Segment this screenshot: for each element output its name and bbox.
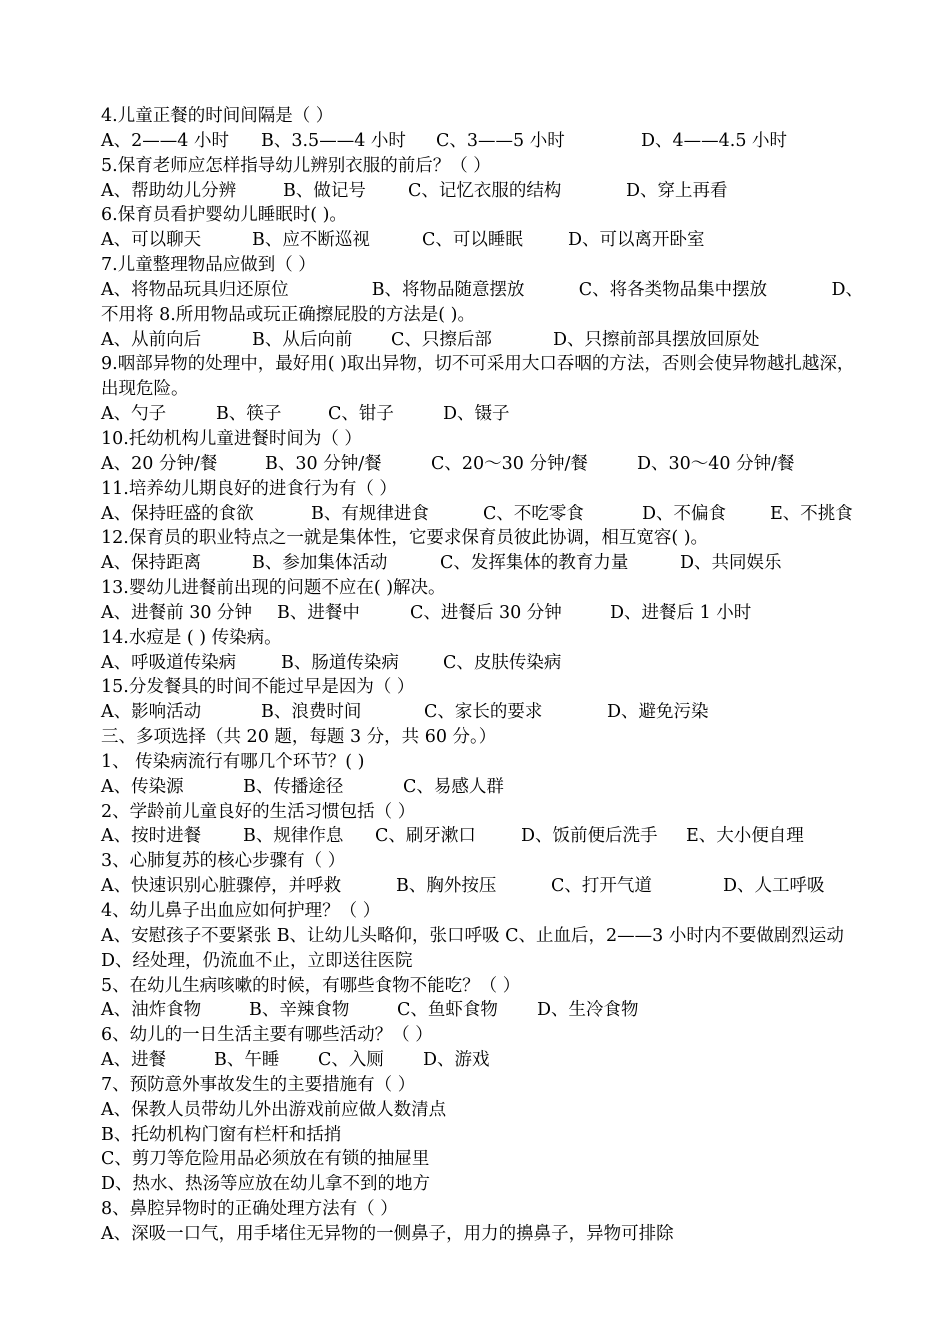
option-b: B、午睡 — [214, 1050, 280, 1071]
option-a: A、进餐前 30 分钟 — [101, 602, 253, 623]
option-a: A、帮助幼儿分辨 — [101, 180, 237, 201]
option-a: A、保持旺盛的食欲 — [101, 503, 254, 524]
option-c: C、发挥集体的教育力量 — [440, 553, 629, 574]
option-c: C、剪刀等危险用品必须放在有锁的抽屉里 — [101, 1149, 430, 1170]
question-15: 15.分发餐具的时间不能过早是因为（ ） — [101, 677, 415, 698]
question-12: 12.保育员的职业特点之一就是集体性，它要求保育员彼此协调，相互宽容( )。 — [101, 528, 709, 549]
option-a: A、将物品玩具归还原位 — [101, 279, 289, 300]
option-a: A、呼吸道传染病 — [101, 652, 237, 673]
option-d: D、生冷食物 — [537, 1000, 639, 1021]
option-b: B、胸外按压 — [396, 876, 497, 897]
option-a: A、进餐 — [101, 1050, 167, 1071]
option-a: A、2——4 小时 — [101, 130, 229, 151]
option-c: C、刷牙漱口 — [375, 826, 476, 847]
question-5: 5.保育老师应怎样指导幼儿辨别衣服的前后？（ ） — [101, 155, 491, 176]
option-c: C、不吃零食 — [483, 503, 584, 524]
option-e: E、不挑食 — [770, 503, 853, 524]
option-b: B、辛辣食物 — [249, 1000, 350, 1021]
option-d: D、穿上再看 — [626, 180, 728, 201]
option-a: A、可以聊天 — [101, 230, 202, 251]
mc-question-6: 6、幼儿的一日生活主要有哪些活动？（ ） — [101, 1025, 433, 1046]
options-q8 — [101, 328, 863, 353]
options-q10 — [101, 452, 863, 477]
question-6: 6.保育员看护婴幼儿睡眠时( )。 — [101, 205, 347, 226]
exam-content — [101, 104, 863, 1247]
option-c: C、可以睡眠 — [422, 230, 523, 251]
question-8: 不用将 8.所用物品或玩正确擦屁股的方法是( )。 — [101, 304, 475, 325]
options-q4 — [101, 129, 863, 154]
option-d: D、避免污染 — [607, 702, 709, 723]
option-b: B、应不断巡视 — [252, 230, 370, 251]
option-c: C、家长的要求 — [424, 702, 543, 723]
option-a: A、传染源 — [101, 776, 184, 797]
question-10: 10.托幼机构儿童进餐时间为（ ） — [101, 428, 362, 449]
options-q7 — [101, 278, 863, 303]
options-q9 — [101, 402, 863, 427]
options-mc1 — [101, 775, 863, 800]
question-13: 13.婴幼儿进餐前出现的问题不应在( )解决。 — [101, 578, 446, 599]
option-a: A、油炸食物 — [101, 1000, 202, 1021]
options-mc5 — [101, 998, 863, 1023]
mc-question-7: 7、预防意外事故发生的主要措施有（ ） — [101, 1074, 416, 1095]
option-b: B、有规律进食 — [311, 503, 429, 524]
option-b: B、规律作息 — [243, 826, 344, 847]
mc-question-2: 2、学龄前儿童良好的生活习惯包括（ ） — [101, 801, 416, 822]
option-b: B、进餐中 — [277, 602, 360, 623]
option-c: C、皮肤传染病 — [443, 652, 562, 673]
option-d: D、 — [831, 279, 863, 300]
option-b: B、托幼机构门窗有栏杆和括捎 — [101, 1124, 342, 1145]
options-q6 — [101, 228, 863, 253]
options-q15 — [101, 700, 863, 725]
option-b: B、30 分钟/餐 — [265, 453, 382, 474]
option-d: D、游戏 — [423, 1050, 490, 1071]
mc-question-5: 5、在幼儿生病咳嗽的时候，有哪些食物不能吃？（ ） — [101, 975, 521, 996]
option-a: A、影响活动 — [101, 702, 202, 723]
option-d: D、不偏食 — [642, 503, 727, 524]
option-c: C、3——5 小时 — [436, 130, 565, 151]
option-c: C、入厕 — [318, 1050, 384, 1071]
option-a: A、快速识别心脏骤停，并呼救 — [101, 876, 342, 897]
option-b: B、肠道传染病 — [281, 652, 399, 673]
mc-question-3: 3、心肺复苏的核心步骤有（ ） — [101, 851, 346, 872]
option-c: C、易感人群 — [403, 776, 504, 797]
option-b: B、做记号 — [283, 180, 366, 201]
option-a: A、深吸一口气，用手堵住无异物的一侧鼻子，用力的擤鼻子，异物可排除 — [101, 1223, 674, 1244]
option-c: C、记忆衣服的结构 — [408, 180, 562, 201]
option-d: D、人工呼吸 — [723, 876, 825, 897]
options-q13 — [101, 601, 863, 626]
option-a: A、从前向后 — [101, 329, 202, 350]
option-d: D、4——4.5 小时 — [641, 130, 788, 151]
question-7: 7.儿童整理物品应做到（ ） — [101, 255, 316, 276]
option-a: A、保教人员带幼儿外出游戏前应做人数清点 — [101, 1099, 447, 1120]
option-c: C、鱼虾食物 — [397, 1000, 498, 1021]
options-mc6 — [101, 1048, 863, 1073]
option-a: A、保持距离 — [101, 553, 202, 574]
option-b: B、3.5——4 小时 — [261, 130, 406, 151]
option-c: C、只擦后部 — [391, 329, 492, 350]
option-c: C、打开气道 — [551, 876, 652, 897]
option-b: B、筷子 — [216, 404, 282, 425]
options-mc4: A、安慰孩子不要紧张 B、让幼儿头略仰，张口呼吸 C、止血后，2——3 小时内不要做剧烈运动 D、经处理，仍流血不止，立即送往医院 — [101, 925, 844, 971]
options-q5 — [101, 179, 863, 204]
option-b: B、将物品随意摆放 — [371, 279, 525, 300]
option-b: B、从后向前 — [252, 329, 353, 350]
options-mc3 — [101, 874, 863, 899]
option-d: D、共同娱乐 — [680, 553, 782, 574]
option-b: B、参加集体活动 — [252, 553, 388, 574]
option-c: C、进餐后 30 分钟 — [410, 602, 562, 623]
option-c: C、将各类物品集中摆放 — [578, 279, 768, 300]
mc-question-1: 1、 传染病流行有哪几个环节？( ) — [101, 751, 365, 772]
options-q12 — [101, 551, 863, 576]
mc-question-4: 4、幼儿鼻子出血应如何护理？（ ） — [101, 901, 381, 921]
option-d: D、热水、热汤等应放在幼儿拿不到的地方 — [101, 1174, 431, 1195]
option-d: D、饭前便后洗手 — [521, 826, 658, 847]
section-heading-multiple-choice: 三、多项选择（共 20 题，每题 3 分，共 60 分。） — [101, 727, 497, 748]
question-4: 4.儿童正餐的时间间隔是（ ） — [101, 106, 334, 126]
option-a: A、20 分钟/餐 — [101, 453, 218, 474]
option-a: A、按时进餐 — [101, 826, 202, 847]
question-14: 14.水痘是 ( ) 传染病。 — [101, 627, 282, 648]
option-d: D、镊子 — [443, 404, 510, 425]
option-c: C、钳子 — [328, 404, 394, 425]
option-d: D、只擦前部具摆放回原处 — [553, 329, 760, 350]
option-d: D、进餐后 1 小时 — [610, 602, 752, 623]
option-e: E、大小便自理 — [686, 826, 804, 847]
option-d: D、可以离开卧室 — [568, 230, 705, 251]
question-9: 9.咽部异物的处理中，最好用( )取出异物，切不可采用大口吞咽的方法，否则会使异物越扎越深，出现危险。 — [101, 354, 855, 400]
mc-question-8: 8、鼻腔异物时的正确处理方法有（ ） — [101, 1199, 398, 1220]
options-mc2 — [101, 824, 863, 849]
option-b: B、浪费时间 — [261, 702, 362, 723]
option-a: A、勺子 — [101, 404, 167, 425]
option-b: B、传播途径 — [243, 776, 344, 797]
options-q11 — [101, 502, 863, 527]
question-11: 11.培养幼儿期良好的进食行为有（ ） — [101, 478, 397, 499]
option-c: C、20～30 分钟/餐 — [431, 453, 588, 474]
option-d: D、30～40 分钟/餐 — [637, 453, 795, 474]
options-q14 — [101, 651, 863, 676]
